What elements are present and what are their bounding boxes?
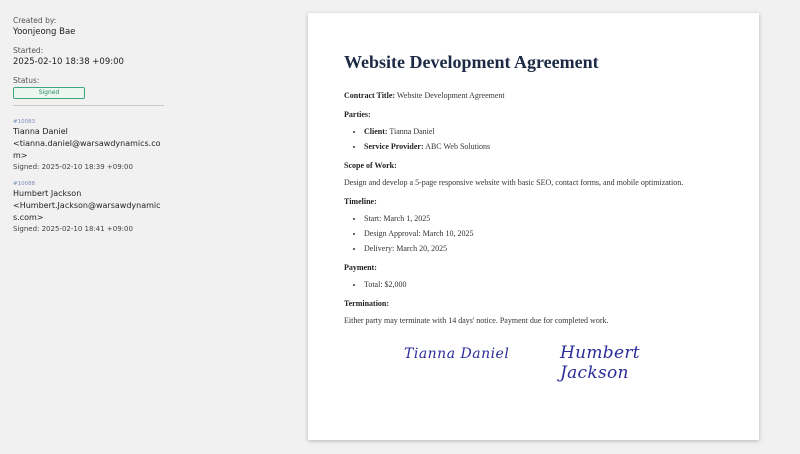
contract-title-label: Contract Title: — [344, 91, 396, 100]
signer-id: #10083 — [13, 119, 36, 125]
scope-text: Design and develop a 5-page responsive website with basic SEO, contact forms, and mobile optimization. — [344, 178, 684, 187]
timeline-item: • Design Approval: March 10, 2025 — [364, 228, 734, 239]
client-label: Client: — [364, 127, 388, 136]
document-title: Website Development Agreement — [344, 52, 599, 72]
scope-heading: Scope of Work: — [344, 161, 397, 170]
signer-name: Humbert Jackson — [13, 189, 82, 198]
signing-details-sidebar — [13, 16, 165, 242]
timeline-item: • Delivery: March 20, 2025 — [364, 243, 734, 254]
signature-humbert-jackson: Humbert Jackson — [560, 343, 640, 383]
contract-title-line — [344, 90, 734, 101]
signature-row — [404, 343, 704, 383]
status-label: Status: — [13, 76, 40, 85]
payment-item: • Total: $2,000 — [364, 279, 734, 290]
created-by-value: Yoonjeong Bae — [13, 27, 76, 37]
document-body — [344, 51, 734, 334]
provider-value: ABC Web Solutions — [425, 142, 491, 151]
started-value: 2025-02-10 18:38 +09:00 — [13, 57, 124, 67]
provider-label: Service Provider: — [364, 142, 424, 151]
parties-list — [344, 126, 734, 152]
signer-name: Tianna Daniel — [13, 127, 68, 136]
payment-heading: Payment: — [344, 263, 377, 272]
signer-entry — [13, 118, 165, 173]
started-label: Started: — [13, 46, 44, 55]
signer-signed-date: Signed: 2025-02-10 18:41 +09:00 — [13, 225, 133, 233]
provider-item — [364, 141, 734, 152]
client-item — [364, 126, 734, 137]
created-by-label: Created by: — [13, 16, 57, 25]
timeline-heading: Timeline: — [344, 197, 377, 206]
contract-title-value: Website Development Agreement — [396, 91, 505, 100]
client-value: Tianna Daniel — [389, 127, 435, 136]
termination-heading: Termination: — [344, 299, 390, 308]
termination-text: Either party may terminate with 14 days' notice. Payment due for completed work. — [344, 316, 609, 325]
signer-email: <Humbert.Jackson@warsawdynamics.com> — [13, 201, 161, 222]
signer-signed-date: Signed: 2025-02-10 18:39 +09:00 — [13, 163, 133, 171]
sidebar-divider — [13, 105, 164, 106]
payment-list — [344, 279, 734, 290]
timeline-list — [344, 213, 734, 254]
signer-email: <tianna.daniel@warsawdynamics.com> — [13, 139, 161, 160]
signature-tianna-daniel: Tianna Daniel — [404, 346, 510, 362]
signer-id: #10088 — [13, 181, 36, 187]
timeline-item: • Start: March 1, 2025 — [364, 213, 734, 224]
document-page — [308, 13, 759, 440]
parties-heading: Parties: — [344, 110, 371, 119]
status-badge: Signed — [13, 87, 85, 99]
signer-entry — [13, 180, 165, 235]
